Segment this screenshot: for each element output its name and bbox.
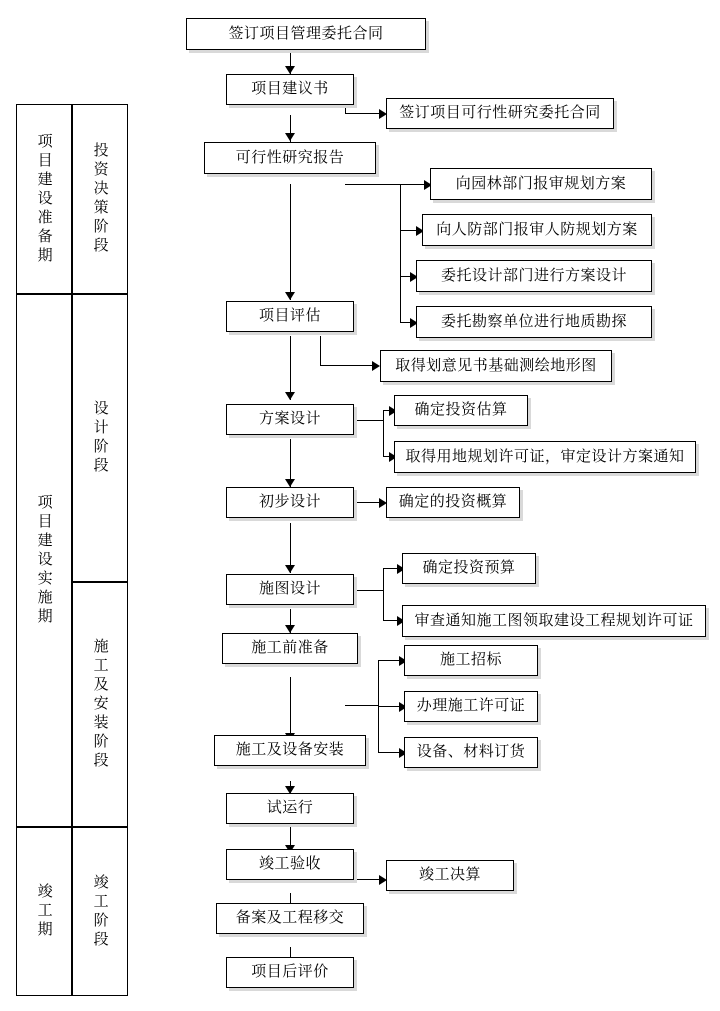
branch-investment-budget[interactable]: 确定投资预算 <box>402 553 536 584</box>
branch-investment-budget-estimate[interactable]: 确定的投资概算 <box>386 487 520 518</box>
branch-construction-permit[interactable]: 办理施工许可证 <box>404 691 538 722</box>
connector-scheme-bus-v <box>383 410 384 456</box>
branch-final-account[interactable]: 竣工决算 <box>386 860 514 891</box>
connector-evaluation-branch-h <box>320 365 376 366</box>
branch-feasibility-contract[interactable]: 签订项目可行性研究委托合同 <box>386 98 614 129</box>
arrowhead-preliminary <box>285 479 295 487</box>
branch-equipment-order[interactable]: 设备、材料订货 <box>404 737 538 768</box>
phase-sublabel-completion-stage-text: 竣工阶段 <box>91 873 109 950</box>
arrowhead-drawing <box>285 565 295 573</box>
arrowhead-preconstruction <box>285 625 295 633</box>
node-post-evaluation[interactable]: 项目后评价 <box>226 957 354 988</box>
phase-label-implementation-text: 项目建设实施期 <box>35 494 53 627</box>
phase-label-preparation <box>16 104 72 294</box>
connector-evaluation-branch-v <box>320 336 321 365</box>
connector-evaluation-to-scheme <box>290 336 291 400</box>
connector-feasibility-bus-v <box>400 184 401 323</box>
branch-design-commission[interactable]: 委托设计部门进行方案设计 <box>416 260 652 292</box>
arrowhead-scheme <box>285 392 295 400</box>
phase-sublabel-investment-decision <box>72 104 128 294</box>
phase-sublabel-investment-decision-text: 投资决策阶段 <box>91 142 109 256</box>
node-proposal[interactable]: 项目建议书 <box>226 74 354 105</box>
node-contract[interactable]: 签订项目管理委托合同 <box>186 18 426 50</box>
node-construction-install[interactable]: 施工及设备安装 <box>214 735 366 766</box>
phase-sublabel-completion-stage <box>72 827 128 996</box>
phase-sublabel-design-text: 设计阶段 <box>91 400 109 476</box>
branch-construction-bidding[interactable]: 施工招标 <box>404 645 538 676</box>
connector-feasibility-bus-h <box>345 184 400 185</box>
branch-drawing-review-permit[interactable]: 审查通知施工图领取建设工程规划许可证 <box>402 605 706 637</box>
connector-proposal-branch-h <box>345 113 383 114</box>
branch-investment-estimate[interactable]: 确定投资估算 <box>394 395 528 426</box>
branch-geological-survey[interactable]: 委托勘察单位进行地质勘探 <box>416 306 652 338</box>
node-scheme-design[interactable]: 方案设计 <box>226 404 354 435</box>
branch-land-permit[interactable]: 取得用地规划许可证，审定设计方案通知 <box>394 441 696 473</box>
branch-survey-map[interactable]: 取得划意见书基础测绘地形图 <box>380 350 612 382</box>
phase-label-completion <box>16 827 72 996</box>
node-completion-acceptance[interactable]: 竣工验收 <box>226 849 354 880</box>
node-construction-drawing[interactable]: 施图设计 <box>226 574 354 605</box>
phase-sublabel-construction-install-text: 施工及安装阶段 <box>91 638 109 771</box>
node-preliminary-design[interactable]: 初步设计 <box>226 487 354 518</box>
phase-sublabel-design <box>72 294 128 582</box>
connector-feasibility-to-evaluation <box>290 184 291 300</box>
phase-label-completion-text: 竣工期 <box>35 883 53 940</box>
node-feasibility-report[interactable]: 可行性研究报告 <box>204 142 376 174</box>
node-pre-construction[interactable]: 施工前准备 <box>222 633 358 664</box>
node-trial-run[interactable]: 试运行 <box>226 793 354 824</box>
phase-label-preparation-text: 项目建设准备期 <box>35 132 53 266</box>
arrowhead-proposal <box>285 66 295 74</box>
branch-garden-plan[interactable]: 向园林部门报审规划方案 <box>430 168 652 200</box>
phase-sublabel-construction-install <box>72 582 128 827</box>
node-filing-handover[interactable]: 备案及工程移交 <box>216 903 364 934</box>
arrowhead-survey-map <box>372 361 380 371</box>
arrowhead-feasibility <box>285 133 295 141</box>
arrowhead-evaluation <box>285 292 295 300</box>
connector-drawing-bus-v <box>383 568 384 620</box>
phase-label-implementation <box>16 294 72 827</box>
connector-preconstruction-bus-h <box>345 705 378 706</box>
branch-civil-defense-plan[interactable]: 向人防部门报审人防规划方案 <box>422 214 652 246</box>
node-project-evaluation[interactable]: 项目评估 <box>226 301 354 332</box>
